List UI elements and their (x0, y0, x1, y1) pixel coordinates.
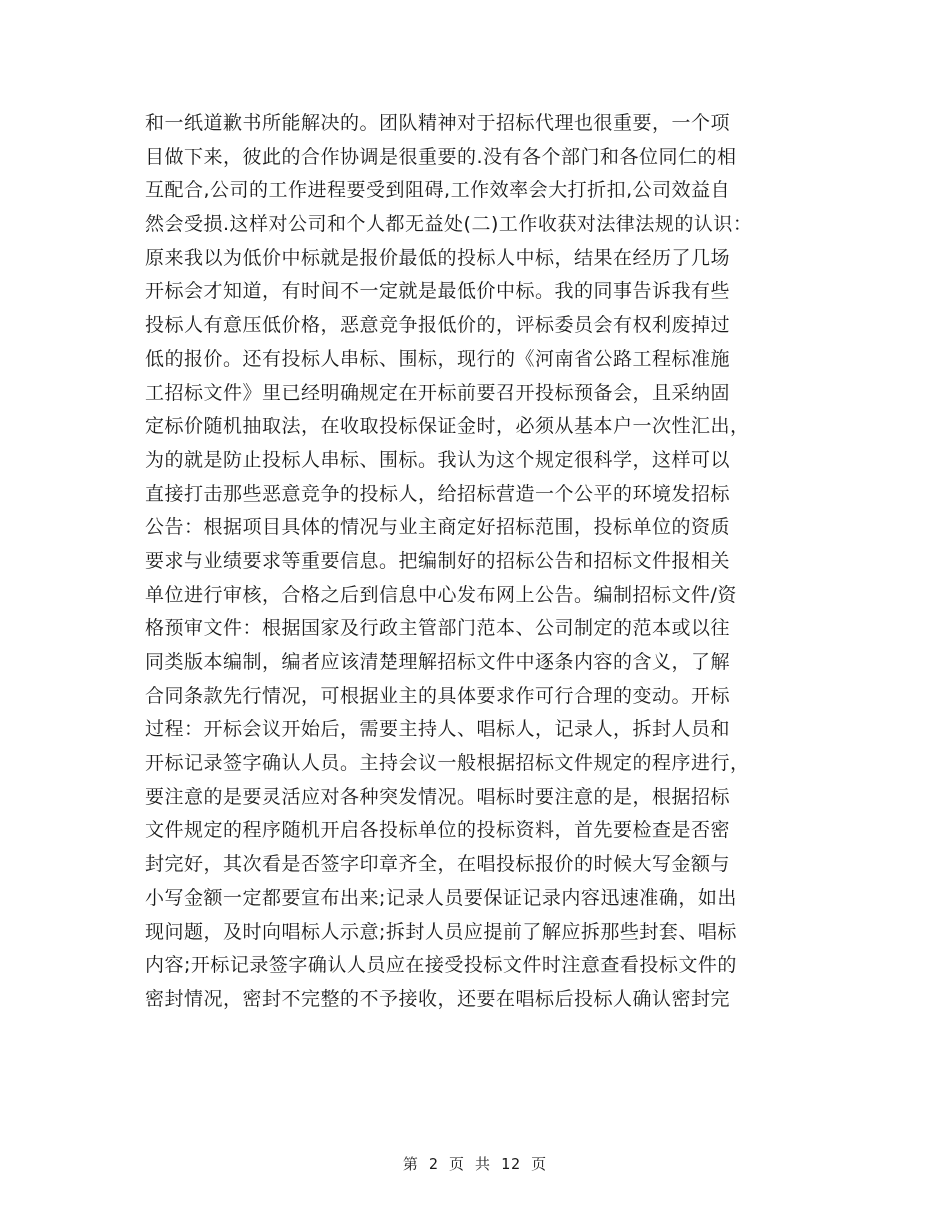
text-line: 文件规定的程序随机开启各投标单位的投标资料，首先要检查是否密 (145, 819, 731, 842)
text-line: 和一纸道歉书所能解决的。团队精神对于招标代理也很重要，一个项 (145, 112, 731, 134)
page-number-footer: 第 2 页 共 12 页 (402, 1155, 548, 1173)
text-line: 公告：根据项目具体的情况与业主商定好招标范围，投标单位的资质 (145, 516, 731, 539)
text-line: 然会受损.这样对公司和个人都无益处(二)工作收获对法律法规的认识： (145, 213, 753, 236)
text-line: 要求与业绩要求等重要信息。把编制好的招标公告和招标文件报相关 (145, 549, 731, 572)
text-line: 格预审文件：根据国家及行政主管部门范本、公司制定的范本或以往 (145, 617, 731, 640)
text-line: 互配合,公司的工作进程要受到阻碍,工作效率会大打折扣,公司效益自 (145, 179, 731, 202)
text-line: 要注意的是要灵活应对各种突发情况。唱标时要注意的是，根据招标 (145, 785, 731, 808)
text-line: 内容;开标记录签字确认人员应在接受投标文件时注意查看投标文件的 (145, 954, 737, 977)
body-text (145, 107, 805, 1017)
text-line: 原来我以为低价中标就是报价最低的投标人中标，结果在经历了几场 (145, 246, 731, 269)
text-line: 为的就是防止投标人串标、围标。我认为这个规定很科学，这样可以 (145, 448, 731, 471)
text-line: 工招标文件》里已经明确规定在开标前要召开投标预备会，且采纳固 (145, 381, 731, 404)
text-line: 现问题，及时向唱标人示意;拆封人员应提前了解应拆那些封套、唱标 (145, 920, 737, 943)
text-line: 合同条款先行情况，可根据业主的具体要求作可行合理的变动。开标 (145, 684, 731, 707)
text-line: 低的报价。还有投标人串标、围标，现行的《河南省公路工程标准施 (145, 347, 731, 370)
text-line: 密封情况，密封不完整的不予接收，还要在唱标后投标人确认密封完 (145, 987, 731, 1010)
text-line: 直接打击那些恶意竞争的投标人，给招标营造一个公平的环境发招标 (145, 482, 731, 505)
text-line: 目做下来，彼此的合作协调是很重要的.没有各个部门和各位同仁的相 (145, 145, 737, 168)
text-line: 投标人有意压低价格，恶意竞争报低价的，评标委员会有权利废掉过 (145, 314, 731, 337)
text-line: 小写金额一定都要宣布出来;记录人员要保证记录内容迅速准确，如出 (145, 886, 737, 909)
text-line: 定标价随机抽取法，在收取投标保证金时，必须从基本户一次性汇出， (145, 415, 750, 438)
text-line: 开标会才知道，有时间不一定就是最低价中标。我的同事告诉我有些 (145, 280, 731, 303)
text-line: 同类版本编制，编者应该清楚理解招标文件中逐条内容的含义，了解 (145, 651, 731, 673)
text-line: 单位进行审核，合格之后到信息中心发布网上公告。编制招标文件/资 (145, 583, 737, 606)
text-line: 开标记录签字确认人员。主持会议一般根据招标文件规定的程序进行， (145, 752, 750, 775)
text-line: 封完好，其次看是否签字印章齐全，在唱投标报价的时候大写金额与 (145, 853, 731, 876)
text-line: 过程：开标会议开始后，需要主持人、唱标人，记录人，拆封人员和 (145, 718, 731, 741)
